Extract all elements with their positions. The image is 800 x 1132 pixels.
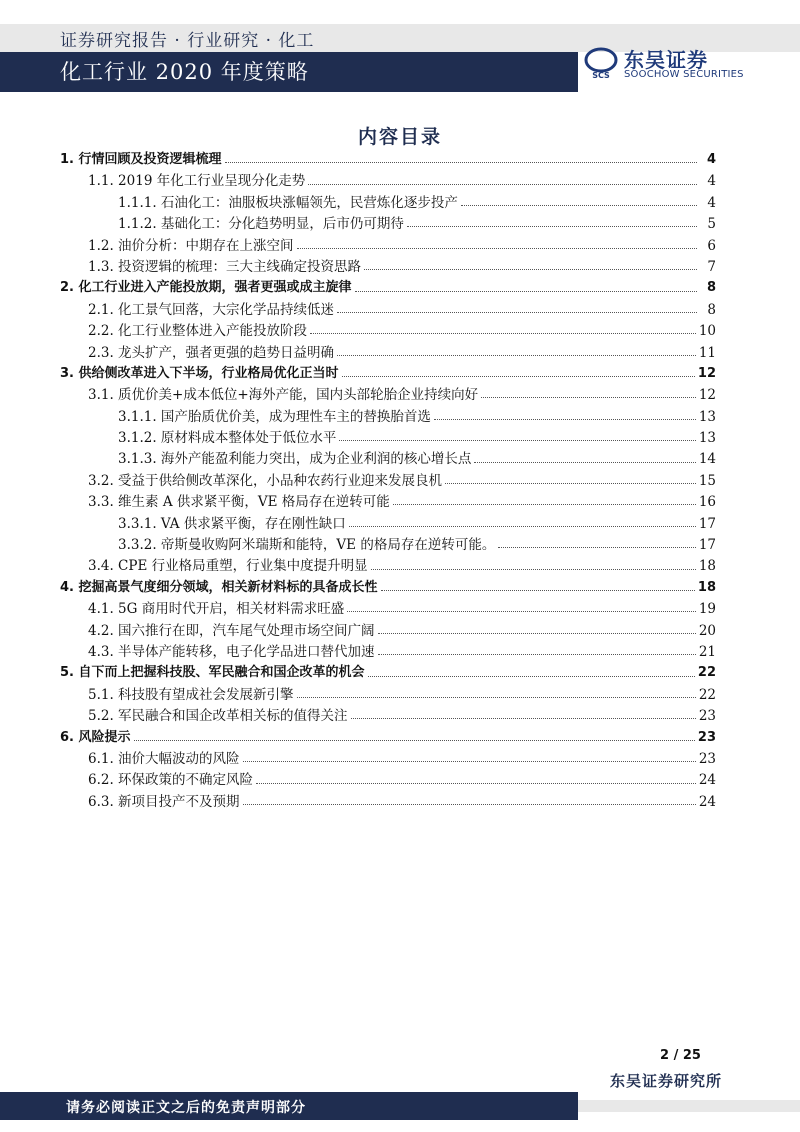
toc-entry-title: 5.2. 军民融合和国企改革相关标的值得关注 — [88, 708, 348, 725]
toc-entry-title: 3.4. CPE 行业格局重塑，行业集中度提升明显 — [88, 558, 368, 575]
footer-gray-band — [578, 1100, 800, 1112]
report-category: 证券研究报告 · 行业研究 · 化工 — [60, 31, 315, 51]
toc-entry-title: 6.1. 油价大幅波动的风险 — [88, 750, 240, 767]
toc-entry[interactable] — [60, 661, 716, 682]
toc-page-number: 20 — [698, 622, 716, 639]
toc-page-number: 24 — [698, 793, 716, 810]
toc-entry-title: 3.3.1. VA 供求紧平衡，存在刚性缺口 — [118, 515, 346, 532]
page-number: 2 / 25 — [660, 1048, 701, 1063]
toc-entry-title: 3.1.3. 海外产能盈利能力突出，成为企业利润的核心增长点 — [118, 451, 472, 468]
toc-dot-leader — [498, 547, 695, 548]
toc-dot-leader — [134, 740, 695, 741]
toc-entry-title: 4. 挖掘高景气度细分领域，相关新材料标的具备成长性 — [60, 579, 378, 595]
toc-entry[interactable] — [60, 726, 716, 747]
toc-page-number: 11 — [698, 344, 716, 361]
toc-entry[interactable] — [60, 512, 716, 533]
toc-entry-title: 1.2. 油价分析：中期存在上涨空间 — [88, 237, 294, 254]
toc-page-number: 8 — [707, 301, 716, 318]
toc-page-number: 6 — [707, 237, 716, 254]
toc-page-number: 14 — [698, 451, 716, 468]
toc-entry[interactable] — [60, 640, 716, 661]
toc-entry[interactable] — [60, 169, 716, 190]
toc-dot-leader — [339, 440, 695, 441]
toc-entry[interactable] — [60, 362, 716, 383]
toc-dot-leader — [393, 504, 696, 505]
toc-entry[interactable] — [60, 469, 716, 490]
toc-entry[interactable] — [60, 619, 716, 640]
toc-entry-title: 6.2. 环保政策的不确定风险 — [88, 772, 254, 789]
toc-dot-leader — [337, 312, 697, 313]
toc-entry-title: 6.3. 新项目投产不及预期 — [88, 793, 240, 810]
toc-page-number: 18 — [697, 579, 716, 595]
toc-entry-title: 4.3. 半导体产能转移，电子化学品进口替代加速 — [88, 643, 375, 660]
table-of-contents — [60, 148, 716, 811]
toc-dot-leader — [378, 654, 696, 655]
toc-page-number: 23 — [697, 729, 716, 745]
toc-entry[interactable] — [60, 768, 716, 789]
toc-dot-leader — [308, 184, 697, 185]
toc-dot-leader — [378, 633, 696, 634]
toc-entry[interactable] — [60, 383, 716, 404]
toc-entry-title: 2.2. 化工行业整体进入产能投放阶段 — [88, 323, 308, 340]
toc-entry[interactable] — [60, 597, 716, 618]
toc-dot-leader — [347, 611, 696, 612]
toc-page-number: 12 — [697, 365, 716, 381]
toc-entry-title: 4.1. 5G 商用时代开启，相关材料需求旺盛 — [88, 601, 345, 618]
toc-dot-leader — [342, 376, 695, 377]
report-header — [0, 0, 800, 96]
toc-dot-leader — [368, 676, 695, 677]
toc-dot-leader — [445, 483, 696, 484]
toc-dot-leader — [434, 419, 696, 420]
toc-entry-title: 4.2. 国六推行在即，汽车尾气处理市场空间广阔 — [88, 622, 375, 639]
toc-entry-title: 3.1.2. 原材料成本整体处于低位水平 — [118, 430, 337, 447]
toc-entry[interactable] — [60, 747, 716, 768]
toc-entry-title: 3.3. 维生素 A 供求紧平衡，VE 格局存在逆转可能 — [88, 494, 390, 511]
toc-dot-leader — [481, 397, 696, 398]
toc-entry-title: 1.1.2. 基础化工：分化趋势明显，后市仍可期待 — [118, 216, 404, 233]
toc-page-number: 13 — [698, 430, 716, 447]
toc-page-number: 18 — [698, 558, 716, 575]
toc-dot-leader — [349, 526, 696, 527]
report-title: 化工行业 2020 年度策略 — [60, 60, 309, 84]
toc-entry-title: 3. 供给侧改革进入下半场，行业格局优化正当时 — [60, 365, 339, 381]
toc-entry[interactable] — [60, 554, 716, 575]
toc-page-number: 13 — [698, 408, 716, 425]
toc-page-number: 4 — [707, 173, 716, 190]
toc-entry[interactable] — [60, 790, 716, 811]
toc-entry-title: 2. 化工行业进入产能投放期，强者更强或成主旋律 — [60, 280, 352, 296]
toc-page-number: 22 — [698, 686, 716, 703]
toc-entry-title: 3.2. 受益于供给侧改革深化，小品种农药行业迎来发展良机 — [88, 472, 443, 489]
logo-english-name: SOOCHOW SECURITIES — [624, 69, 744, 80]
toc-page-number: 23 — [698, 750, 716, 767]
toc-page-number: 7 — [707, 258, 716, 275]
logo-mark-text: SCS — [592, 71, 610, 80]
toc-page-number: 16 — [698, 494, 716, 511]
toc-entry-title: 5. 自下而上把握科技股、军民融合和国企改革的机会 — [60, 665, 365, 681]
toc-dot-leader — [297, 248, 697, 249]
logo-chinese-name: 东吴证券 — [624, 48, 708, 72]
toc-entry-title: 1.3. 投资逻辑的梳理：三大主线确定投资思路 — [88, 258, 362, 275]
toc-dot-leader — [256, 783, 696, 784]
toc-dot-leader — [310, 333, 696, 334]
toc-entry[interactable] — [60, 298, 716, 319]
toc-page-number: 10 — [698, 323, 716, 340]
toc-dot-leader — [243, 761, 696, 762]
toc-dot-leader — [225, 162, 697, 163]
toc-dot-leader — [407, 226, 697, 227]
toc-entry[interactable] — [60, 704, 716, 725]
toc-dot-leader — [461, 205, 697, 206]
toc-dot-leader — [355, 291, 697, 292]
toc-dot-leader — [371, 569, 696, 570]
toc-page-number: 24 — [698, 772, 716, 789]
toc-heading: 内容目录 — [357, 126, 442, 148]
toc-entry[interactable] — [60, 576, 716, 597]
toc-dot-leader — [243, 804, 696, 805]
toc-entry-title: 1. 行情回顾及投资逻辑梳理 — [60, 152, 222, 167]
toc-entry[interactable] — [60, 490, 716, 511]
toc-entry-title: 2.3. 龙头扩产，强者更强的趋势日益明确 — [88, 344, 335, 361]
toc-page-number: 22 — [697, 665, 716, 681]
toc-entry[interactable] — [60, 405, 716, 426]
toc-page-number: 5 — [707, 216, 716, 233]
toc-page-number: 17 — [698, 515, 716, 532]
toc-dot-leader — [297, 697, 696, 698]
toc-entry-title: 1.1. 2019 年化工行业呈现分化走势 — [88, 173, 306, 190]
toc-page-number: 23 — [698, 708, 716, 725]
toc-entry[interactable] — [60, 212, 716, 233]
toc-page-number: 12 — [698, 387, 716, 404]
disclaimer-note: 请务必阅读正文之后的免责声明部分 — [66, 1100, 306, 1116]
toc-dot-leader — [337, 355, 696, 356]
scs-logo-icon — [584, 46, 618, 80]
toc-page-number: 21 — [698, 643, 716, 660]
toc-entry[interactable] — [60, 148, 716, 169]
toc-page-number: 4 — [707, 194, 716, 211]
toc-dot-leader — [381, 590, 695, 591]
toc-entry-title: 5.1. 科技股有望成社会发展新引擎 — [88, 686, 294, 703]
toc-page-number: 19 — [698, 601, 716, 618]
toc-entry[interactable] — [60, 426, 716, 447]
toc-entry[interactable] — [60, 276, 716, 297]
toc-entry-title: 3.3.2. 帝斯曼收购阿米瑞斯和能特，VE 的格局存在逆转可能。 — [118, 537, 496, 554]
toc-entry[interactable] — [60, 533, 716, 554]
toc-dot-leader — [351, 718, 696, 719]
toc-entry-title: 3.1. 质优价美+成本低位+海外产能，国内头部轮胎企业持续向好 — [88, 387, 479, 404]
toc-entry[interactable] — [60, 255, 716, 276]
institute-name: 东吴证券研究所 — [610, 1072, 723, 1090]
soochow-logo — [584, 46, 754, 86]
toc-entry[interactable] — [60, 319, 716, 340]
toc-page-number: 8 — [706, 280, 716, 296]
toc-entry[interactable] — [60, 341, 716, 362]
toc-entry-title: 2.1. 化工景气回落，大宗化学品持续低迷 — [88, 301, 335, 318]
toc-entry-title: 1.1.1. 石油化工：油服板块涨幅领先，民营炼化逐步投产 — [118, 194, 458, 211]
toc-entry[interactable] — [60, 447, 716, 468]
toc-entry[interactable] — [60, 191, 716, 212]
toc-entry-title: 6. 风险提示 — [60, 729, 131, 745]
toc-entry-title: 3.1.1. 国产胎质优价美，成为理性车主的替换胎首选 — [118, 408, 431, 425]
toc-entry[interactable] — [60, 234, 716, 255]
toc-dot-leader — [364, 269, 697, 270]
toc-dot-leader — [474, 462, 695, 463]
toc-page-number: 15 — [698, 472, 716, 489]
toc-entry[interactable] — [60, 683, 716, 704]
toc-page-number: 4 — [706, 152, 716, 167]
toc-page-number: 17 — [698, 537, 716, 554]
